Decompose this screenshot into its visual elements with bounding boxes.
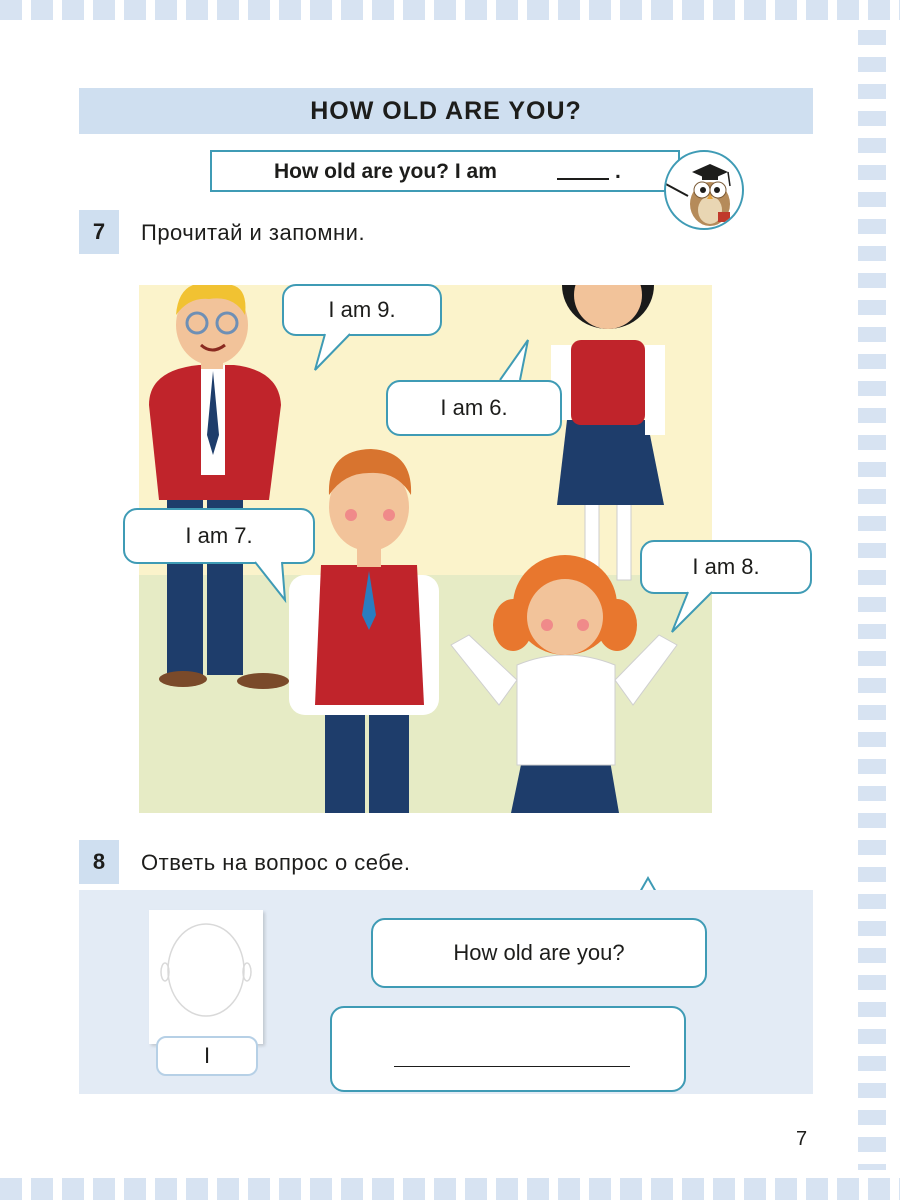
key-phrase-period: . xyxy=(615,160,621,183)
task-8-instruction: Ответь на вопрос о себе. xyxy=(141,850,411,875)
key-phrase-text: How old are you? I am xyxy=(274,160,497,183)
page-title: HOW OLD ARE YOU? xyxy=(310,97,582,125)
page-number: 7 xyxy=(796,1128,808,1150)
task-8-number: 8 xyxy=(79,840,119,884)
self-portrait-frame[interactable] xyxy=(149,910,263,1044)
task-7-instruction: Прочитай и запомни. xyxy=(141,220,366,245)
answer-prefix-label: I xyxy=(156,1036,258,1076)
answer-line[interactable] xyxy=(394,1066,630,1067)
speech-bubble-text: I am 8. xyxy=(692,554,760,579)
question-bubble xyxy=(371,918,707,988)
answer-bubble[interactable] xyxy=(330,1006,686,1092)
speech-bubble-text: I am 6. xyxy=(440,395,508,420)
task-7-number: 7 xyxy=(79,210,119,254)
head-outline-icon xyxy=(149,910,263,1044)
speech-bubble-text: I am 9. xyxy=(328,297,396,322)
question-text: How old are you? xyxy=(453,940,625,965)
speech-bubble-text: I am 7. xyxy=(185,523,253,548)
